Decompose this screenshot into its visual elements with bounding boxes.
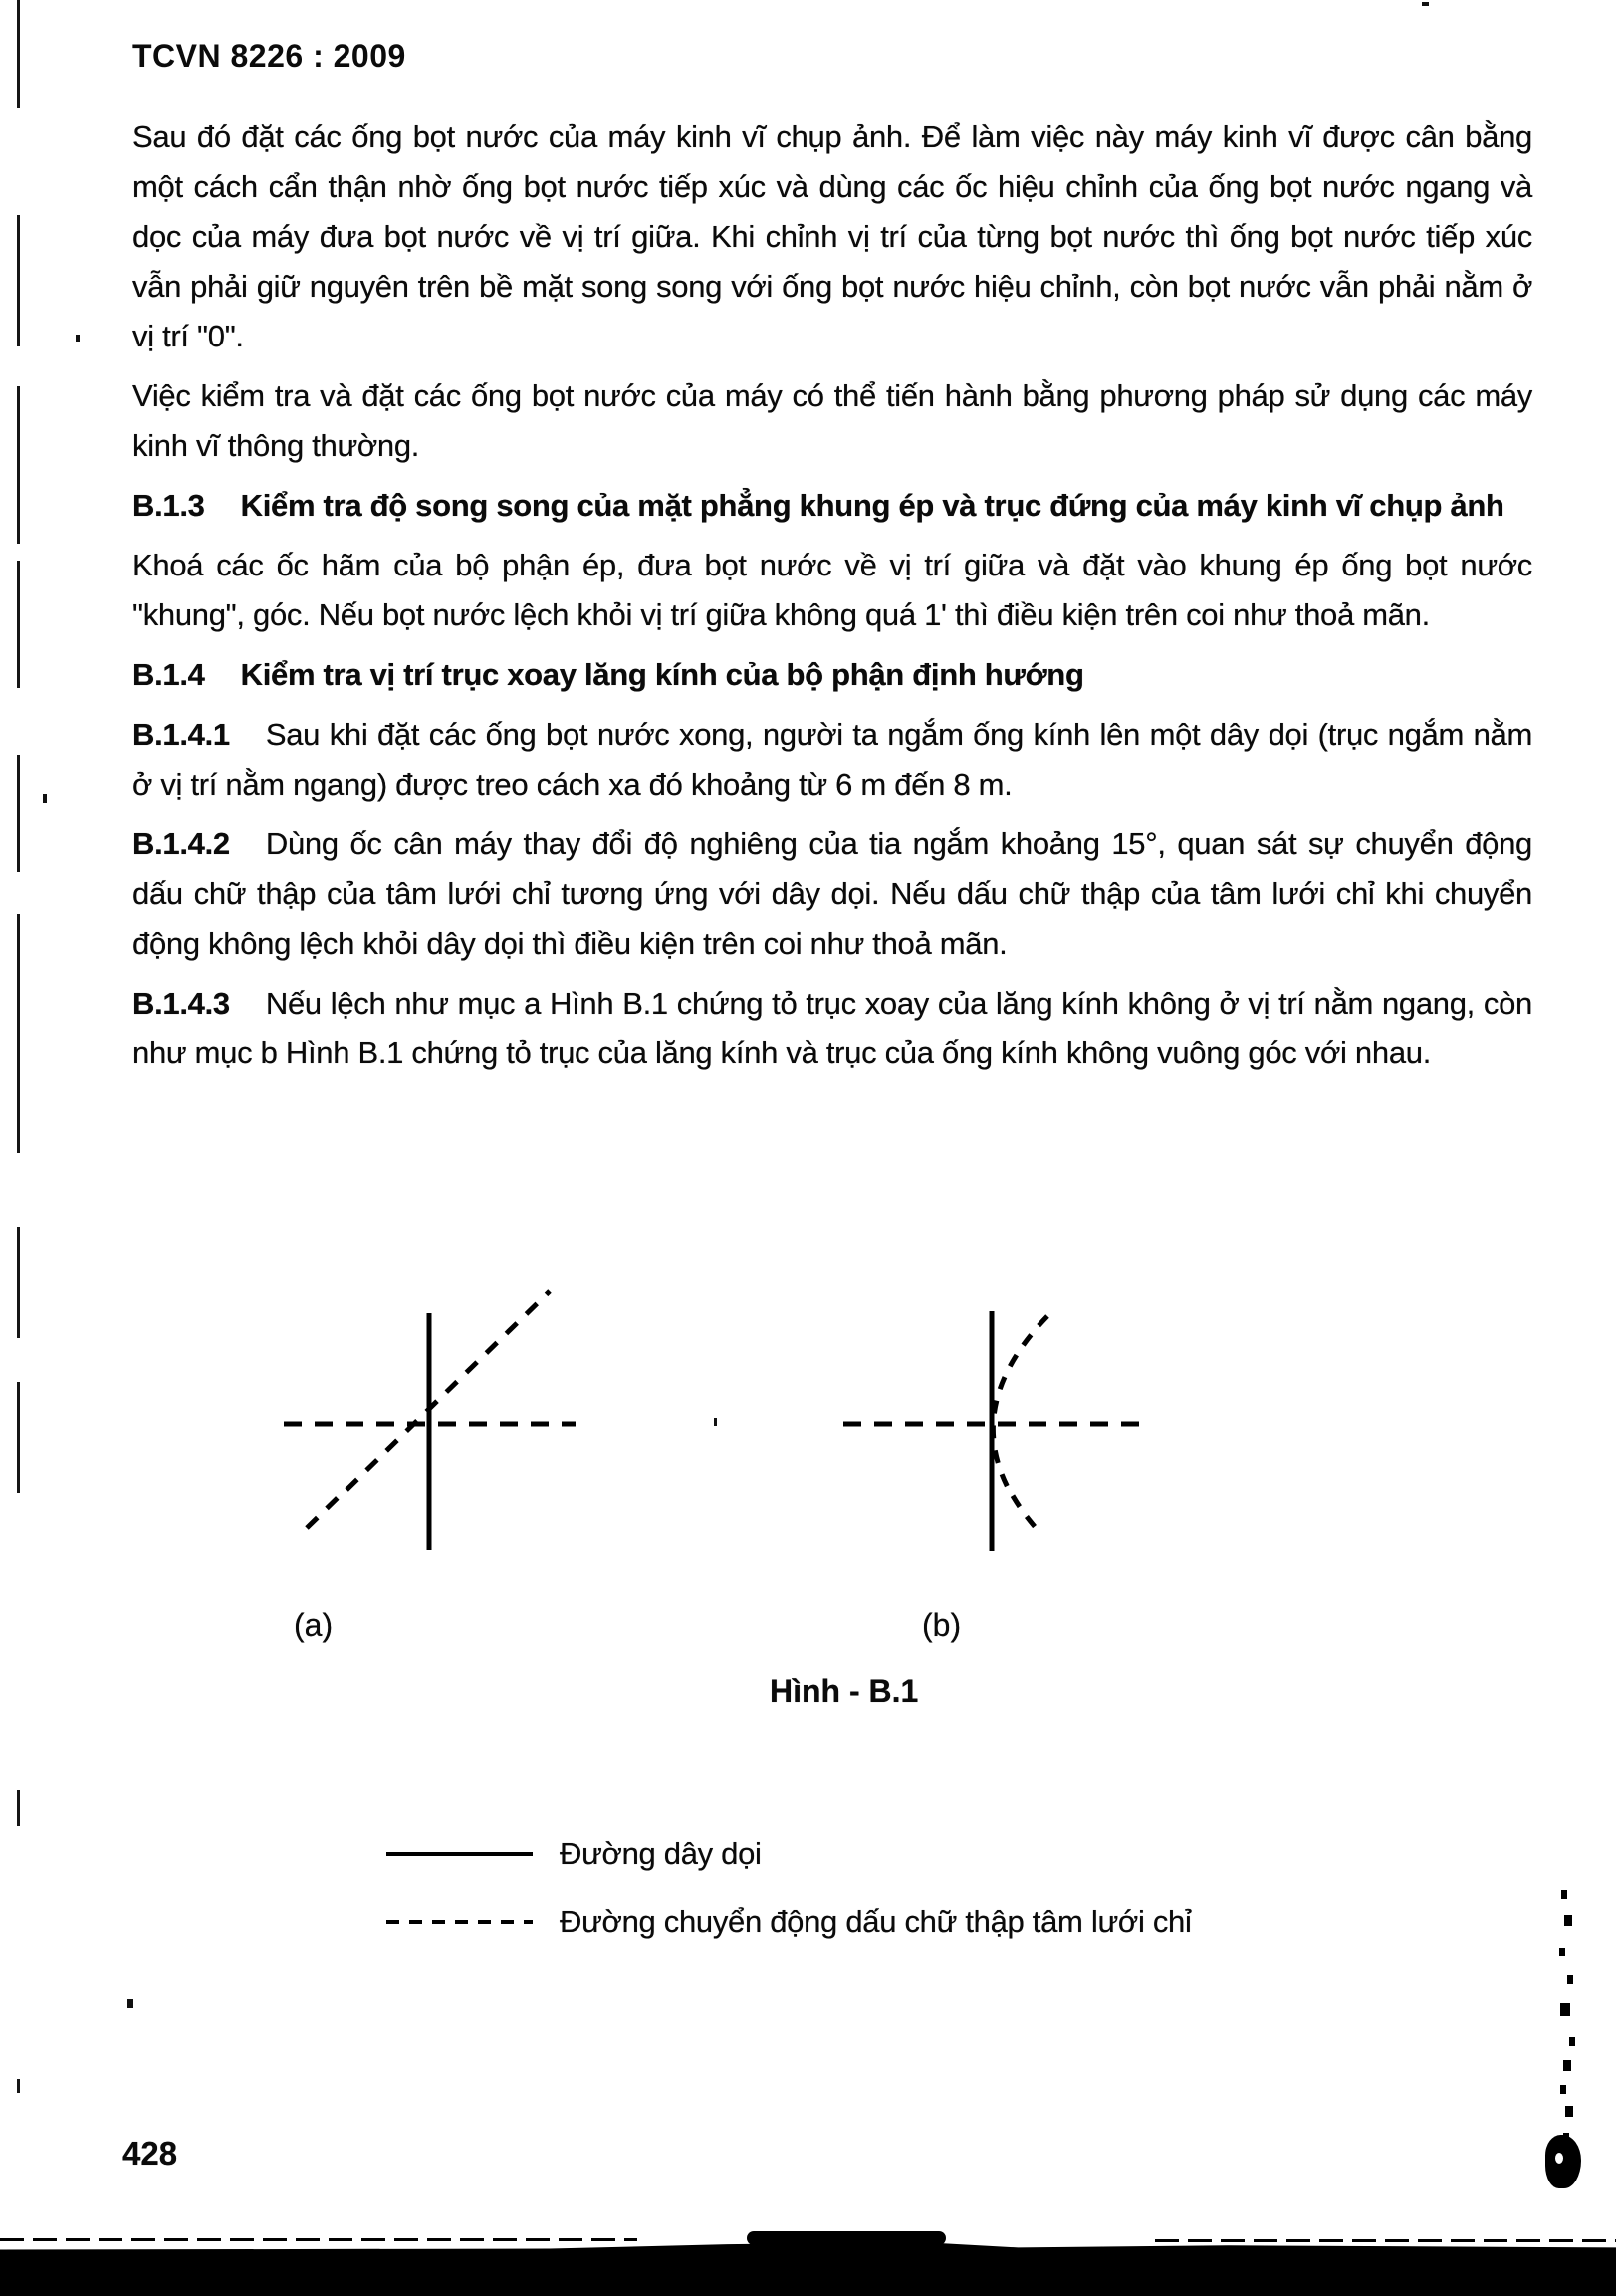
legend-row-crosshair (386, 1900, 1192, 1944)
paragraph-b141 (132, 710, 1532, 809)
edge-dash (17, 755, 20, 872)
section-title: Kiểm tra độ song song của mặt phẳng khung ép và trục đứng của máy kinh vĩ chụp ảnh (240, 488, 1504, 523)
section-number: B.1.4 (132, 657, 205, 692)
scan-speck (714, 1418, 717, 1426)
section-title: Kiểm tra vị trí trục xoay lăng kính của bộ phận định hướng (240, 657, 1084, 692)
paragraph-b142 (132, 819, 1532, 969)
edge-dash (17, 386, 20, 544)
legend-row-plumb (386, 1832, 762, 1876)
paragraph-check-method: Việc kiểm tra và đặt các ống bọt nước của máy có thể tiến hành bằng phương pháp sử dụng các máy kinh vĩ thông thường. (132, 378, 1532, 463)
edge-dash (17, 914, 20, 1153)
clause-text: Nếu lệch như mục a Hình B.1 chứng tỏ trục xoay của lăng kính không ở vị trí nằm ngang, còn như mục b Hình B.1 chứng tỏ trục của lăng kính và trục của ống kính không vuông góc với nhau. (132, 986, 1532, 1070)
page-number: 428 (122, 2135, 178, 2172)
figure-caption: Hình - B.1 (770, 1673, 919, 1709)
document-body (132, 38, 1532, 1088)
standard-code-header: TCVN 8226 : 2009 (132, 38, 406, 74)
clause-number: B.1.4.2 (132, 826, 230, 861)
clause-number: B.1.4.3 (132, 986, 230, 1021)
scan-bottom-broken-line (1155, 2239, 1616, 2242)
solid-line-sample (386, 1852, 533, 1856)
section-heading-b13 (132, 481, 1532, 531)
scan-bottom-broken-line (0, 2238, 637, 2241)
paragraph-bubble-levels: Sau đó đặt các ống bọt nước của máy kinh vĩ chụp ảnh. Để làm việc này máy kinh vĩ được cân bằng một cách cẩn thận nhờ ống bọt nước tiếp xúc và dùng các ốc hiệu chỉnh của ống bọt nước ngang và dọc của máy đưa bọt nước về vị trí giữa. Khi chỉnh vị trí của từng bọt nước thì ống bọt nước tiếp xúc vẫn phải giữ nguyên trên bề mặt song song với ống bọt nước hiệu chỉnh, còn bọt nước vẫn phải nằm ở vị trí "0". (132, 119, 1532, 353)
scan-noise-column (1561, 1890, 1567, 1899)
legend-label: Đường dây dọi (560, 1836, 762, 1871)
section-heading-b14 (132, 650, 1532, 700)
clause-text: Dùng ốc cân máy thay đổi độ nghiêng của tia ngắm khoảng 15°, quan sát sự chuyển động dấu chữ thập của tâm lưới chỉ tương ứng với dây dọi. Nếu dấu chữ thập của tâm lưới chỉ khi chuyển động không lệch khỏi dây dọi thì điều kiện trên coi như thoả mãn. (132, 826, 1532, 961)
scan-speck (43, 794, 47, 803)
clause-number: B.1.4.1 (132, 717, 230, 752)
edge-dash (17, 2079, 20, 2093)
edge-dash (17, 1382, 20, 1493)
fig-label-a: (a) (294, 1607, 334, 1643)
edge-dash (17, 1227, 20, 1338)
figure-b1-drawing (0, 1284, 1616, 1583)
edge-dash (17, 215, 20, 346)
paragraph-b143 (132, 979, 1532, 1078)
edge-dash (17, 0, 20, 108)
scan-bottom-bar (0, 2242, 1616, 2296)
clause-text: Sau khi đặt các ống bọt nước xong, người ta ngắm ống kính lên một dây dọi (trục ngắm nằm ở vị trí nằm ngang) được treo cách xa đó khoảng từ 6 m đến 8 m. (132, 717, 1532, 802)
scan-speck (76, 335, 80, 342)
edge-dash (17, 561, 20, 688)
edge-dash (17, 1790, 20, 1826)
ink-blob-artifact (1545, 2135, 1581, 2188)
scan-speck (1422, 2, 1429, 6)
scan-speck (127, 1999, 133, 2008)
fig-label-b: (b) (922, 1607, 962, 1643)
dashed-line-sample (386, 1920, 533, 1924)
paragraph-b13-body: Khoá các ốc hãm của bộ phận ép, đưa bọt nước về vị trí giữa và đặt vào khung ép ống bọt nước "khung", góc. Nếu bọt nước lệch khỏi vị trí giữa không quá 1' thì điều kiện trên coi như thoả mãn. (132, 548, 1532, 632)
legend-label: Đường chuyển động dấu chữ thập tâm lưới chỉ (560, 1904, 1192, 1939)
section-number: B.1.3 (132, 488, 205, 523)
